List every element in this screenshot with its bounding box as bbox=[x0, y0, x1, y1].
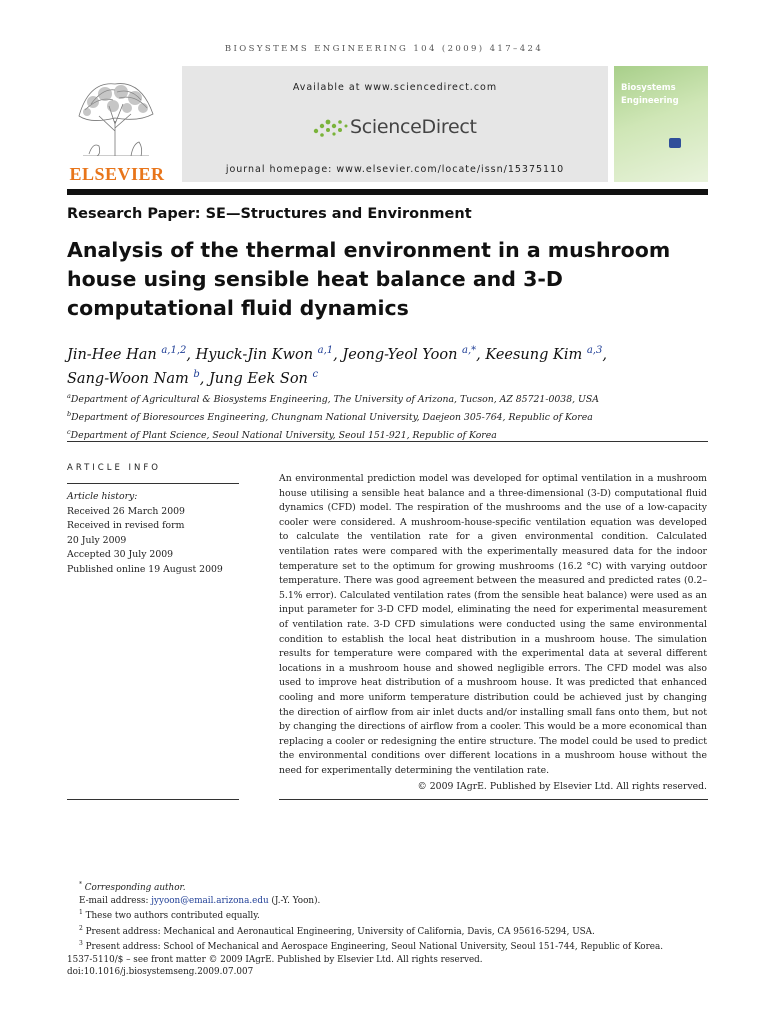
affiliation: $^b$Department of Bioresources Engineering, Chungnam National University, Daejeon 305-764, Republic of Korea bbox=[67, 410, 593, 424]
affiliation: $^c$Department of Plant Science, Seoul National University, Seoul 151-921, Republic of Korea bbox=[67, 428, 497, 442]
journal-homepage-text[interactable]: journal homepage: www.elsevier.com/locate/issn/15375110 bbox=[225, 164, 565, 175]
author: Jung Eek Son $^c$ bbox=[208, 368, 319, 387]
cover-badge-icon bbox=[669, 138, 681, 148]
sciencedirect-dots-icon bbox=[310, 116, 350, 140]
sciencedirect-logo[interactable] bbox=[310, 114, 510, 144]
footnotes bbox=[67, 879, 717, 979]
history-item: Received 26 March 2009 bbox=[67, 505, 185, 517]
issn-line: 1537-5110/$ – see front matter © 2009 IAgrE. Published by Elsevier Ltd. All rights reserved. bbox=[67, 954, 483, 965]
sciencedirect-wordmark: ScienceDirect bbox=[350, 116, 477, 138]
cover-title-line-1: Biosystems bbox=[621, 83, 676, 93]
author-affil-mark[interactable]: a,3 bbox=[586, 345, 603, 356]
email-link[interactable]: jyyoon@email.arizona.edu bbox=[151, 895, 269, 906]
doi-line[interactable]: doi:10.1016/j.biosystemseng.2009.07.007 bbox=[67, 967, 254, 978]
section-label: Research Paper: SE—Structures and Environment bbox=[67, 206, 472, 222]
history-item: 20 July 2009 bbox=[67, 534, 127, 546]
paper-title: Analysis of the thermal environment in a mushroom house using sensible heat balance and 3-D computational fluid dynamics bbox=[67, 238, 671, 320]
cover-title bbox=[621, 82, 679, 108]
journal-cover-thumbnail[interactable] bbox=[614, 66, 708, 182]
author: Jeong-Yeol Yoon $^{a,*}$, bbox=[342, 345, 486, 363]
author-affil-mark[interactable]: a,1,2 bbox=[161, 345, 187, 356]
cover-title-line-2: Engineering bbox=[621, 96, 679, 106]
affiliation: $^a$Department of Agricultural & Biosystems Engineering, The University of Arizona, Tucson, AZ 85721-0038, USA bbox=[67, 392, 599, 406]
footnote: $^2$ Present address: Mechanical and Aeronautical Engineering, University of California, Davis, CA 95616-5294, USA. bbox=[79, 924, 595, 937]
journal-citation: BIOSYSTEMS ENGINEERING 104 (2009) 417–424 bbox=[224, 44, 544, 54]
elsevier-wordmark: ELSEVIER bbox=[69, 164, 165, 184]
corresponding-author-note: * Corresponding author. bbox=[79, 881, 186, 893]
history-label: Article history: bbox=[67, 491, 138, 502]
elsevier-tree-icon bbox=[69, 76, 161, 156]
author-affil-mark[interactable]: b bbox=[193, 368, 200, 380]
author-affil-mark[interactable]: a,* bbox=[462, 345, 477, 356]
affiliation-divider bbox=[67, 441, 708, 442]
history-item: Accepted 30 July 2009 bbox=[67, 549, 174, 561]
abstract-copyright: © 2009 IAgrE. Published by Elsevier Ltd. All rights reserved. bbox=[417, 781, 707, 792]
history-item: Received in revised form bbox=[67, 520, 185, 532]
footnote: $^3$ Present address: School of Mechanical and Aerospace Engineering, Seoul National University, Seoul 151-744, Republic of Korea. bbox=[79, 940, 664, 953]
author-affil-mark[interactable]: a,1 bbox=[317, 345, 334, 356]
affiliation-list bbox=[67, 389, 717, 443]
author: Sang-Woon Nam $^b$, bbox=[67, 368, 209, 387]
email-note: E-mail address: jyyoon@email.arizona.edu (J.-Y. Yoon). bbox=[79, 895, 321, 906]
article-info-bottom-rule bbox=[67, 799, 239, 800]
author-affil-mark[interactable]: c bbox=[312, 368, 319, 380]
author: Keesung Kim $^{a,3}$, bbox=[485, 345, 607, 363]
article-info-rule bbox=[67, 483, 239, 484]
available-at-text[interactable]: Available at www.sciencedirect.com bbox=[292, 82, 498, 93]
sciencedirect-banner bbox=[182, 66, 608, 182]
author: Hyuck-Jin Kwon $^{a,1}$, bbox=[195, 345, 343, 363]
author: Jin-Hee Han $^{a,1,2}$, bbox=[67, 345, 196, 363]
header-rule bbox=[67, 189, 708, 195]
article-history bbox=[67, 490, 247, 578]
author-list bbox=[67, 341, 717, 389]
elsevier-logo[interactable] bbox=[67, 66, 167, 182]
abstract-bottom-rule bbox=[279, 799, 708, 800]
history-item: Published online 19 August 2009 bbox=[67, 563, 223, 575]
footnote: $^1$ These two authors contributed equally. bbox=[79, 909, 260, 922]
article-info-heading: ARTICLE INFO bbox=[67, 463, 161, 473]
abstract: An environmental prediction model was developed for optimal ventilation in a mushroom house utilising a sensible heat balance and a three-dimensional (3-D) computational fluid dynamics (CFD) model. The respiration of the mushrooms and the use of a low-capacity cooler were considered. A mushroom-house-specific ventilation equation was developed to calculate the ventilation rate for a given environmental condition. Calculated ventilation rates were compared with the experimentally measured data for the indoor temperature set to the optimum for growing mushrooms (16.2 °C) with varying outdoor temperature. There was good agreement between the measured and predicted rates (0.2–5.1% error). Calculated ventilation rates (from the sensible heat balance) were used as an input parameter for 3-D CFD model, eliminating the need for experimental measurement of ventilation rate. 3-D CFD simulations were conducted using the same environmental condition to establish the local heat distribution in a mushroom house. The simulation results for temperature were compared with the experimental data at several different locations in a mushroom house and showed negligible errors. The CFD model was also used to improve heat distribution of a mushroom house. It was predicted that enhanced cooling and more uniform temperature distribution could be achieved just by changing the direction of airflow from air inlet ducts and/or installing small fans onto them, but not by changing the directions of airflow from a cooler. This would be a more economical than replacing a cooler or redesigning the entire structure. The model could be used to predict the environmental conditions over different locations in a mushroom house without the need for experimentally determining the ventilation rate. bbox=[279, 473, 707, 776]
header-band bbox=[67, 66, 608, 182]
